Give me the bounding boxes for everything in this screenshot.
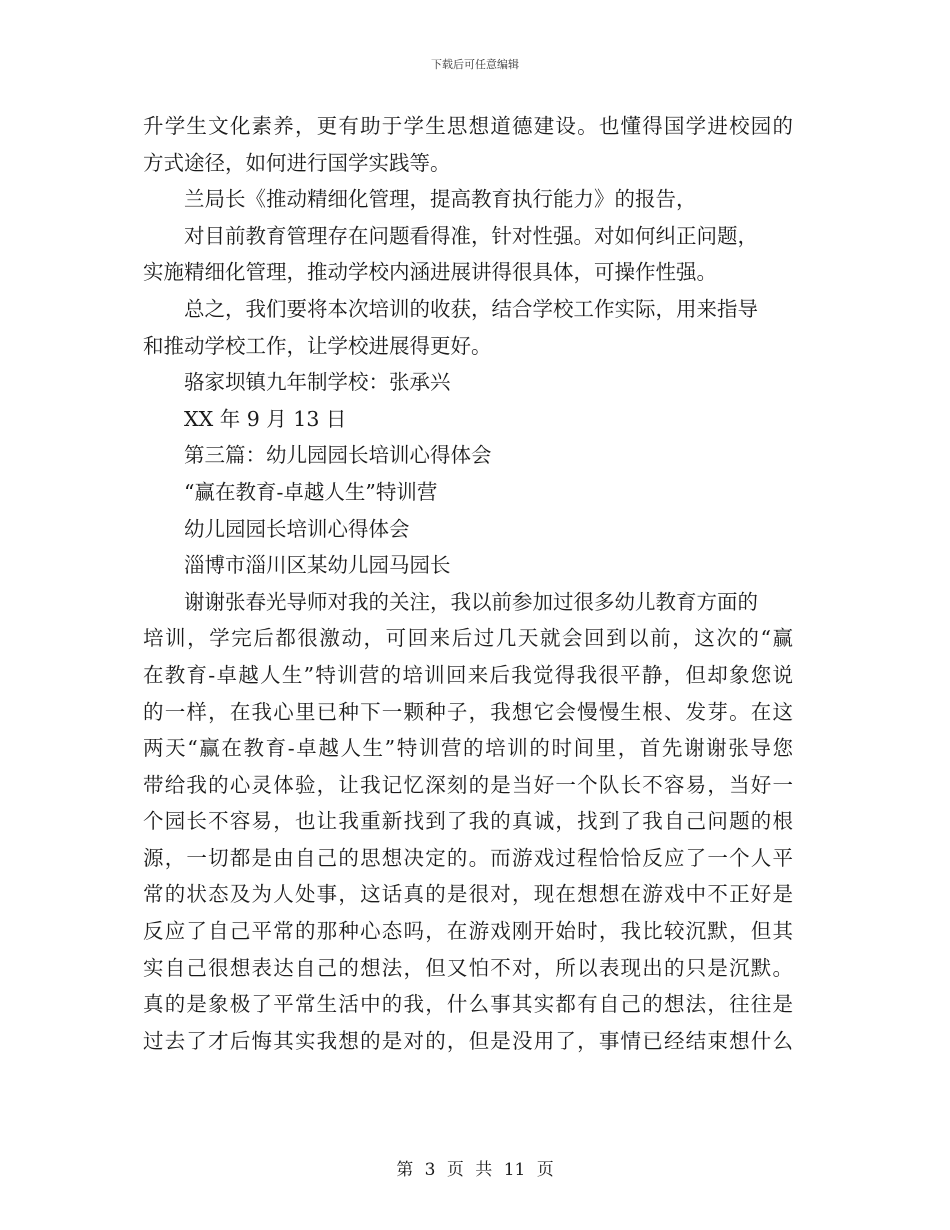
document-body — [143, 108, 793, 1059]
text-line: 总之，我们要将本次培训的收获，结合学校工作实际，用来指导 — [184, 296, 758, 321]
text-line: 实自己很想表达自己的想法，但又怕不对，所以表现出的只是沉默。 — [143, 955, 793, 980]
page-footer: 第 3 页 共 11 页 — [396, 1160, 554, 1180]
text-line: 反应了自己平常的那种心态吗，在游戏刚开始时，我比较沉默，但其 — [143, 919, 793, 944]
text-line: XX 年 9 月 13 日 — [184, 406, 347, 431]
text-line: 源，一切都是由自己的思想决定的。而游戏过程恰恰反应了一个人平 — [143, 845, 793, 870]
text-line: 常的状态及为人处事，这话真的是很对，现在想想在游戏中不正好是 — [143, 882, 793, 907]
text-line: 兰局长《推动精细化管理，提高教育执行能力》的报告， — [184, 187, 697, 212]
text-line: 骆家坝镇九年制学校：张承兴 — [184, 370, 451, 395]
text-line: 和推动学校工作，让学校进展得更好。 — [143, 333, 492, 358]
text-line: 两天“赢在教育-卓越人生”特训营的培训的时间里，首先谢谢张导您 — [143, 736, 793, 761]
text-line: 幼儿园园长培训心得体会 — [184, 516, 410, 541]
text-line: 对目前教育管理存在问题看得准，针对性强。对如何纠正问题， — [184, 223, 758, 248]
text-line: 方式途径，如何进行国学实践等。 — [143, 150, 451, 175]
text-line: 升学生文化素养，更有助于学生思想道德建设。也懂得国学进校园的 — [143, 114, 793, 138]
text-line: 过去了才后悔其实我想的是对的，但是没用了，事情已经结束想什么 — [143, 1028, 793, 1053]
text-line: 淄博市淄川区某幼儿园马园长 — [184, 553, 451, 578]
text-line: 培训，学完后都很激动，可回来后过几天就会回到以前，这次的“赢 — [143, 626, 793, 651]
text-line: 带给我的心灵体验，让我记忆深刻的是当好一个队长不容易，当好一 — [143, 772, 793, 797]
text-line: “赢在教育-卓越人生”特训营 — [184, 479, 438, 504]
text-line: 的一样，在我心里已种下一颗种子，我想它会慢慢生根、发芽。在这 — [143, 699, 793, 724]
text-line: 谢谢张春光导师对我的关注，我以前参加过很多幼儿教育方面的 — [184, 589, 758, 614]
text-line: 在教育-卓越人生”特训营的培训回来后我觉得我很平静，但却象您说 — [143, 662, 793, 687]
text-line: 真的是象极了平常生活中的我，什么事其实都有自己的想法，往往是 — [143, 992, 793, 1017]
page-header: 下载后可任意编辑 — [431, 58, 519, 71]
text-line: 第三篇：幼儿园园长培训心得体会 — [184, 443, 492, 468]
text-line: 个园长不容易，也让我重新找到了我的真诚，找到了我自己问题的根 — [143, 809, 793, 834]
text-line: 实施精细化管理，推动学校内涵进展讲得很具体，可操作性强。 — [143, 260, 717, 285]
